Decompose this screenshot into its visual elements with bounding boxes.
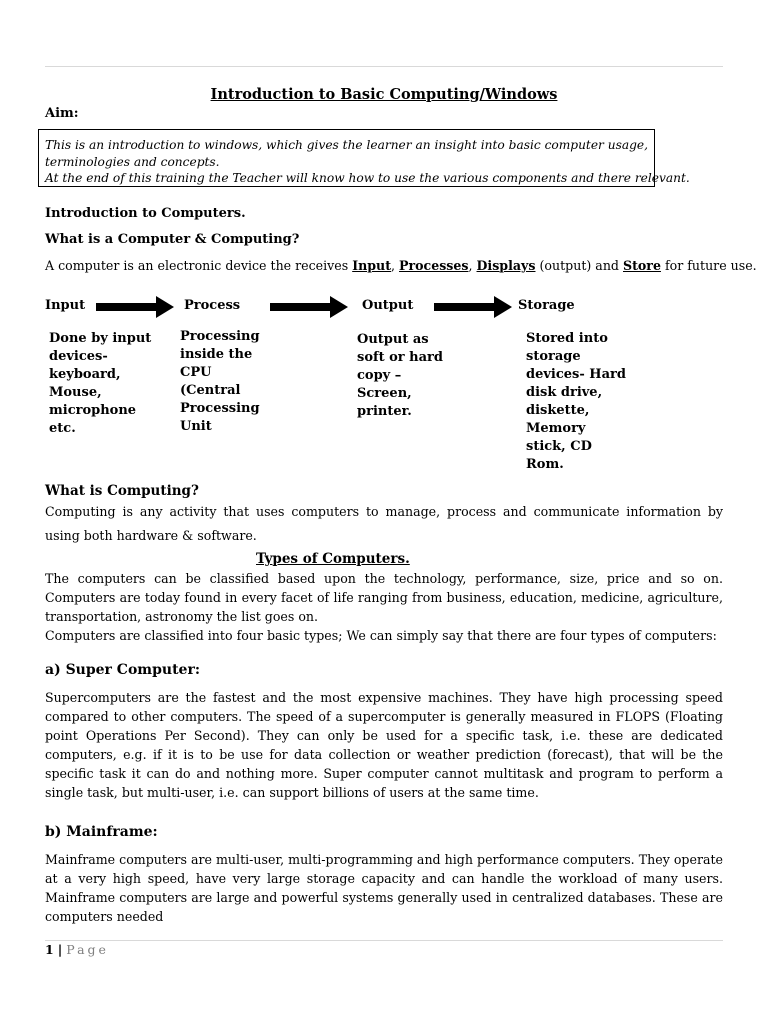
types-para-2: Computers are classified into four basic types; We can simply say that there are four types of computers:	[45, 628, 717, 643]
computing-text: Computing is any activity that uses computers to manage, process and communicate information by using both hardware & software.	[45, 504, 723, 543]
flow-arrow-3-icon	[434, 296, 514, 318]
mainframe-heading: b) Mainframe:	[45, 824, 158, 840]
definition-sep-2: ,	[468, 258, 477, 273]
intro-heading: Introduction to Computers.	[45, 206, 246, 221]
computing-heading: What is Computing?	[45, 483, 199, 499]
footer-separator: |	[57, 942, 63, 957]
computer-definition	[45, 256, 757, 275]
flow-desc-output: Output as soft or hard copy – Screen, printer.	[357, 332, 443, 419]
page-word: Page	[66, 942, 109, 957]
definition-text-end: for future use.	[660, 258, 757, 273]
page-number: 1	[45, 942, 54, 957]
flow-label-input: Input	[45, 298, 86, 313]
types-para-1: The computers can be classified based upon the technology, performance, size, price and so on. Computers are today found in every facet of life ranging from business, education, medicine, agriculture, transportation, astronomy the list goes on.	[45, 571, 723, 624]
mainframe-text: Mainframe computers are multi-user, multi-programming and high performance computers. They operate at a very high speed, have very large storage capacity and can handle the workload of many users. Mainframe computers are large and powerful systems generally used in centralized databases. These are computers needed	[45, 852, 723, 924]
document-title: Introduction to Basic Computing/Windows	[210, 86, 558, 103]
flow-label-output: Output	[362, 298, 414, 313]
flow-desc-process: Processing inside the CPU (Central Processing Unit	[180, 329, 260, 434]
keyword-displays: Displays	[476, 258, 536, 273]
flow-label-storage: Storage	[518, 298, 575, 313]
super-computer-text: Supercomputers are the fastest and the most expensive machines. They have high processing speed compared to other computers. The speed of a supercomputer is generally measured in FLOPS (Floating point Operations Per Second). They can only be used for a specific task, i.e. these are dedicated computers, e.g. if it is to be use for data collection or weather prediction (forecast), that will be the specific task it can do and nothing more. Super computer cannot multitask and program to perform a single task, but multi-user, i.e. can support billions of users at the same time.	[45, 690, 723, 800]
definition-sep-1: ,	[391, 258, 400, 273]
keyword-processes: Processes	[399, 258, 469, 273]
aim-line-1: This is an introduction to windows, which gives the learner an insight into basic computer usage, terminologies and concepts.	[45, 138, 649, 169]
keyword-input: Input	[352, 258, 392, 273]
footer-rule	[45, 940, 723, 941]
header-rule	[45, 66, 723, 67]
flow-desc-input: Done by input devices- keyboard, Mouse, microphone etc.	[49, 331, 152, 436]
definition-text-start: A computer is an electronic device the receives	[45, 258, 353, 273]
intro-subheading: What is a Computer & Computing?	[45, 232, 300, 247]
aim-line-2: At the end of this training the Teacher will know how to use the various components and there relevant.	[45, 171, 690, 186]
aim-text	[45, 137, 723, 187]
flow-desc-storage: Stored into storage devices- Hard disk drive, diskette, Memory stick, CD Rom.	[526, 331, 626, 472]
flow-label-process: Process	[184, 298, 241, 313]
flow-arrow-1-icon	[96, 296, 176, 318]
super-computer-heading: a) Super Computer:	[45, 662, 200, 678]
types-heading: Types of Computers.	[256, 551, 410, 567]
flow-arrow-2-icon	[270, 296, 350, 318]
aim-label: Aim:	[45, 106, 79, 121]
page-footer	[45, 942, 109, 957]
keyword-store: Store	[623, 258, 661, 273]
definition-text-mid: (output) and	[535, 258, 623, 273]
